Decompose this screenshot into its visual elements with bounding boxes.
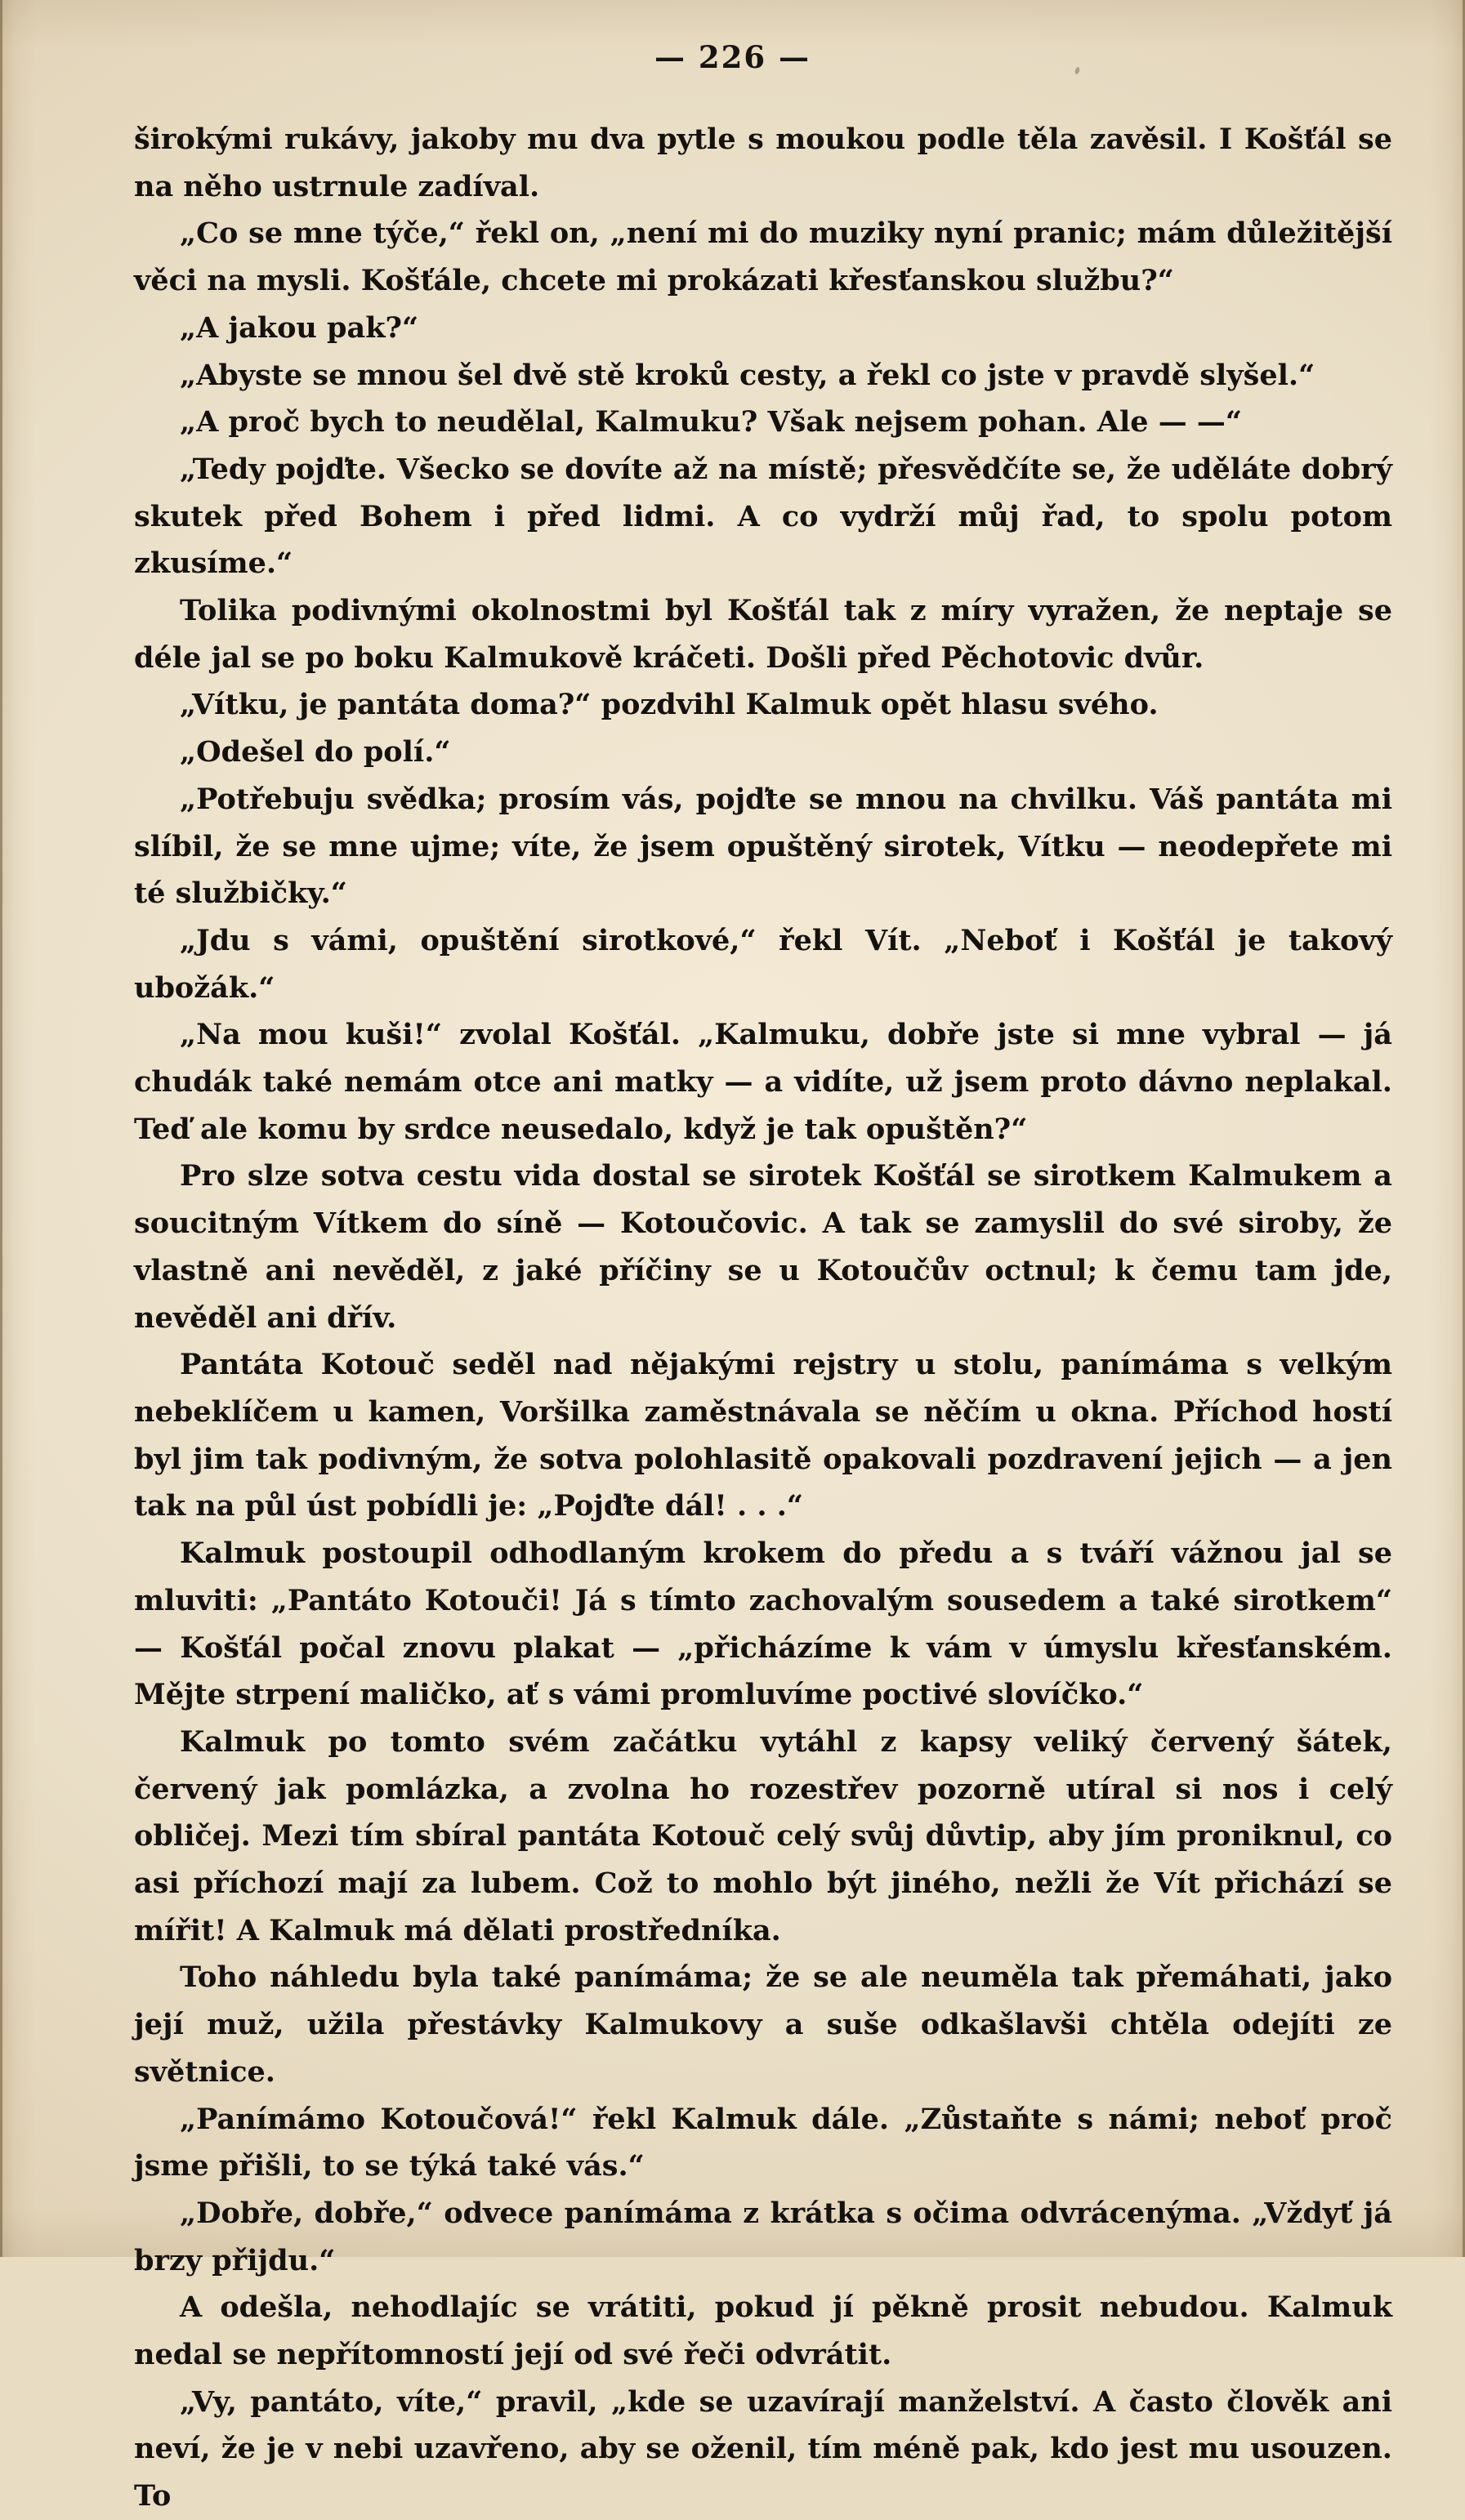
paragraph-4: „Abyste se mnou šel dvě stě kroků cesty, a řekl co jste v pravdě slyšel.“ (180, 358, 1315, 392)
page-left-edge (0, 0, 2, 2257)
paragraph-20: A odešla, nehodlajíc se vrátiti, pokud jí pěkně prosit nebudou. Kalmuk nedal se nepřítomností její od své řeči odvrátit. (134, 2290, 1392, 2372)
paragraph-14: Pantáta Kotouč seděl nad nějakými rejstry u stolu, panímáma s velkým nebeklíčem u kamen, Voršilka zaměstnávala se něčím u okna. Příchod hostí byl jim tak podivným, že sotva polohlasitě opakovali pozdravení jejich — a jen tak na půl úst pobídli je: „Pojďte dál! . . .“ (134, 1348, 1392, 1523)
page-number: — 226 — (654, 39, 811, 75)
paragraph-2: „Co se mne týče,“ řekl on, „není mi do muziky nyní pranic; mám důležitější věci na mysli. Košťále, chcete mi prokázati křesťanskou službu?“ (134, 216, 1392, 298)
paragraph-10: „Potřebuju svědka; prosím vás, pojďte se mnou na chvilku. Váš pantáta mi slíbil, že se mne ujme; víte, že jsem opuštěný sirotek, Vítku — neodepřete mi té službičky.“ (134, 782, 1392, 911)
paragraph-18: „Panímámo Kotoučová!“ řekl Kalmuk dále. „Zůstaňte s námi; neboť proč jsme přišli, to se týká také vás.“ (134, 2102, 1392, 2183)
paragraph-19: „Dobře, dobře,“ odvece panímáma z krátka s očima odvrácenýma. „Vždyť já brzy přijdu.“ (134, 2196, 1392, 2277)
paragraph-17: Toho náhledu byla také panímáma; že se ale neuměla tak přemáhati, jako její muž, užila přestávky Kalmukovy a suše odkašlavši chtěla odejíti ze světnice. (134, 1960, 1392, 2089)
paragraph-12: „Na mou kuši!“ zvolal Košťál. „Kalmuku, dobře jste si mne vybral — já chudák také nemám otce ani matky — a vidíte, už jsem proto dávno neplakal. Teď ale komu by srdce neusedalo, když je tak opuštěn?“ (134, 1018, 1392, 1146)
paragraph-3: „A jakou pak?“ (180, 310, 419, 345)
paragraph-6: „Tedy pojďte. Všecko se dovíte až na místě; přesvědčíte se, že uděláte dobrý skutek před Bohem i před lidmi. A co vydrží můj řad, to spolu potom zkusíme.“ (134, 452, 1392, 581)
paragraph-13: Pro slze sotva cestu vida dostal se sirotek Košťál se sirotkem Kalmukem a soucitným Vítkem do síně — Kotoučovic. A tak se zamyslil do své siroby, že vlastně ani nevěděl, z jaké příčiny se u Kotoučův octnul; k čemu tam jde, nevěděl ani dřív. (134, 1159, 1392, 1335)
body-text (134, 116, 1392, 2520)
paragraph-1: širokými rukávy, jakoby mu dva pytle s moukou podle těla zavěsil. I Košťál se na něho ustrnule zadíval. (134, 123, 1392, 203)
paragraph-21: „Vy, pantáto, víte,“ pravil, „kde se uzavírají manželství. A často člověk ani neví, že je v nebi uzavřeno, aby se oženil, tím méně pak, kdo jest mu usouzen. To (134, 2384, 1392, 2513)
paragraph-16: Kalmuk po tomto svém začátku vytáhl z kapsy veliký červený šátek, červený jak pomlázka, a zvolna ho rozestřev pozorně utíral si nos i celý obličej. Mezi tím sbíral pantáta Kotouč celý svůj důvtip, aby jím proniknul, co asi příchozí mají za lubem. Což to mohlo být jiného, nežli že Vít přichází se mířit! A Kalmuk má dělati prostředníka. (134, 1724, 1392, 1947)
paragraph-15: Kalmuk postoupil odhodlaným krokem do předu a s tváří vážnou jal se mluviti: „Pantáto Kotouči! Já s tímto zachovalým sousedem a také sirotkem“ — Košťál počal znovu plakat — „přicházíme k vám v úmyslu křesťanském. Mějte strpení maličko, ať s vámi promluvíme poctivé slovíčko.“ (134, 1537, 1392, 1712)
paragraph-11: „Jdu s vámi, opuštění sirotkové,“ řekl Vít. „Neboť i Košťál je takový ubožák.“ (134, 923, 1392, 1005)
paragraph-8: „Vítku, je pantáta doma?“ pozdvihl Kalmuk opět hlasu svého. (180, 688, 1159, 722)
paragraph-7: Tolika podivnými okolnostmi byl Košťál tak z míry vyražen, že neptaje se déle jal se po boku Kalmukově kráčeti. Došli před Pěchotovic dvůr. (134, 594, 1392, 675)
paragraph-9: „Odešel do polí.“ (180, 735, 451, 769)
paragraph-5: „A proč bych to neudělal, Kalmuku? Však nejsem pohan. Ale — —“ (180, 405, 1243, 439)
